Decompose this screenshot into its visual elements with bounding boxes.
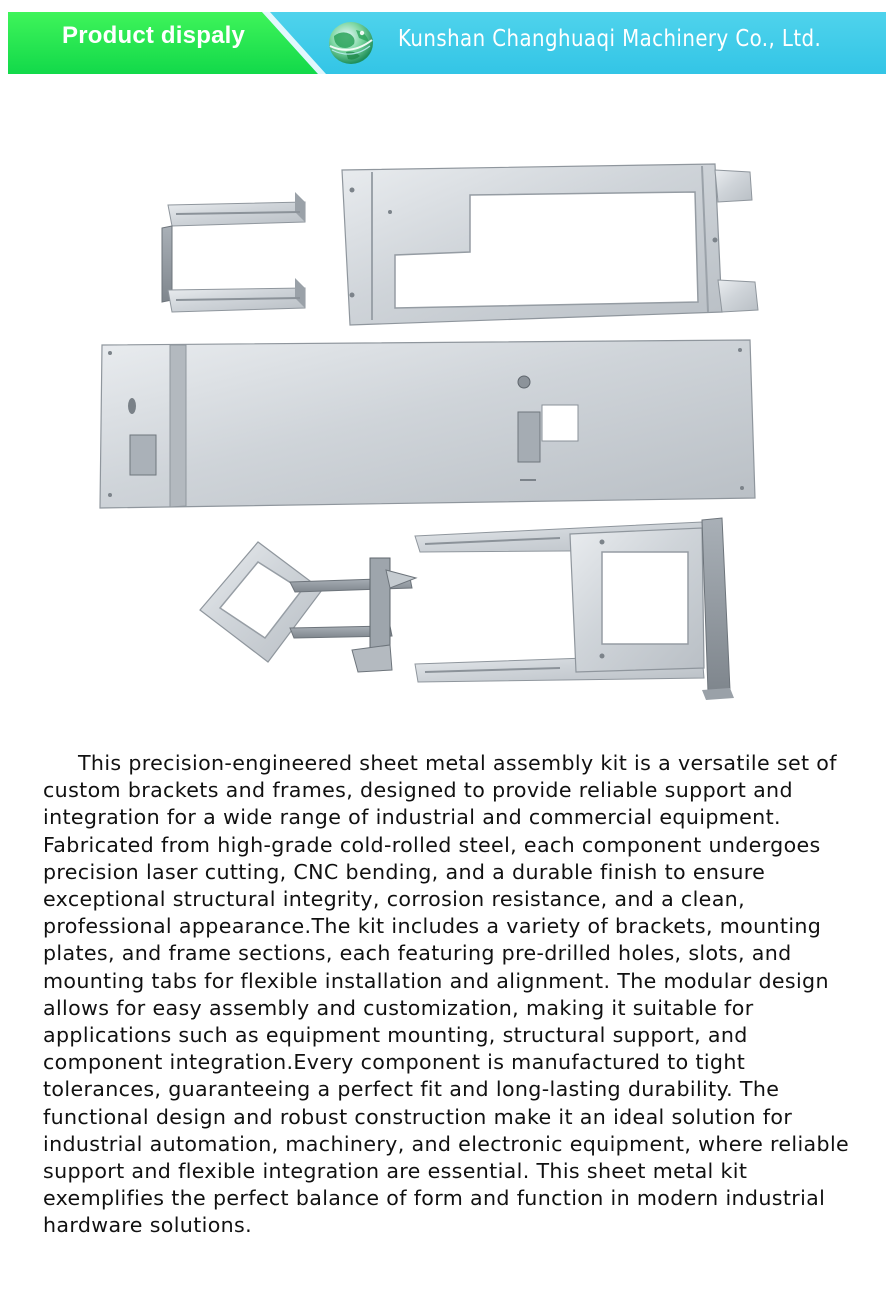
rectangular-frame-part [415, 518, 734, 700]
product-description: This precision-engineered sheet metal assembly kit is a versatile set of custom brackets and frames, designed to provide reliable support and integration for a wide range of industrial and commercial equipment. Fabricated from high-grade cold-rolled steel, each component undergoes precision laser cutting, CNC bending, and a durable finish to ensure exceptional structural integrity, corrosion resistance, and a clean, professional appearance.The kit includes a variety of brackets, mounting plates, and frame sections, each featuring pre-drilled holes, slots, and mounting tabs for flexible installation and alignment. The modular design allows for easy assembly and customization, making it suitable for applications such as equipment mounting, structural support, and component integration.Every component is manufactured to tight tolerances, guaranteeing a perfect fit and long-lasting durability. The functional design and robust construction make it an ideal solution for industrial automation, machinery, and electronic equipment, where reliable support and flexible integration are essential. This sheet metal kit exemplifies the perfect balance of form and function in modern industrial hardware solutions. [43, 751, 850, 1238]
header-banner [8, 12, 886, 74]
large-frame-part [342, 164, 758, 325]
section-title: Product dispaly [62, 22, 246, 49]
globe-logo-icon [326, 20, 376, 66]
long-plate-part [100, 340, 755, 508]
u-bracket-part [162, 192, 305, 312]
company-name: Kunshan Changhuaqi Machinery Co., Ltd. [398, 26, 822, 52]
sheet-metal-parts-photo [90, 150, 780, 710]
diamond-bracket-part [200, 542, 416, 672]
